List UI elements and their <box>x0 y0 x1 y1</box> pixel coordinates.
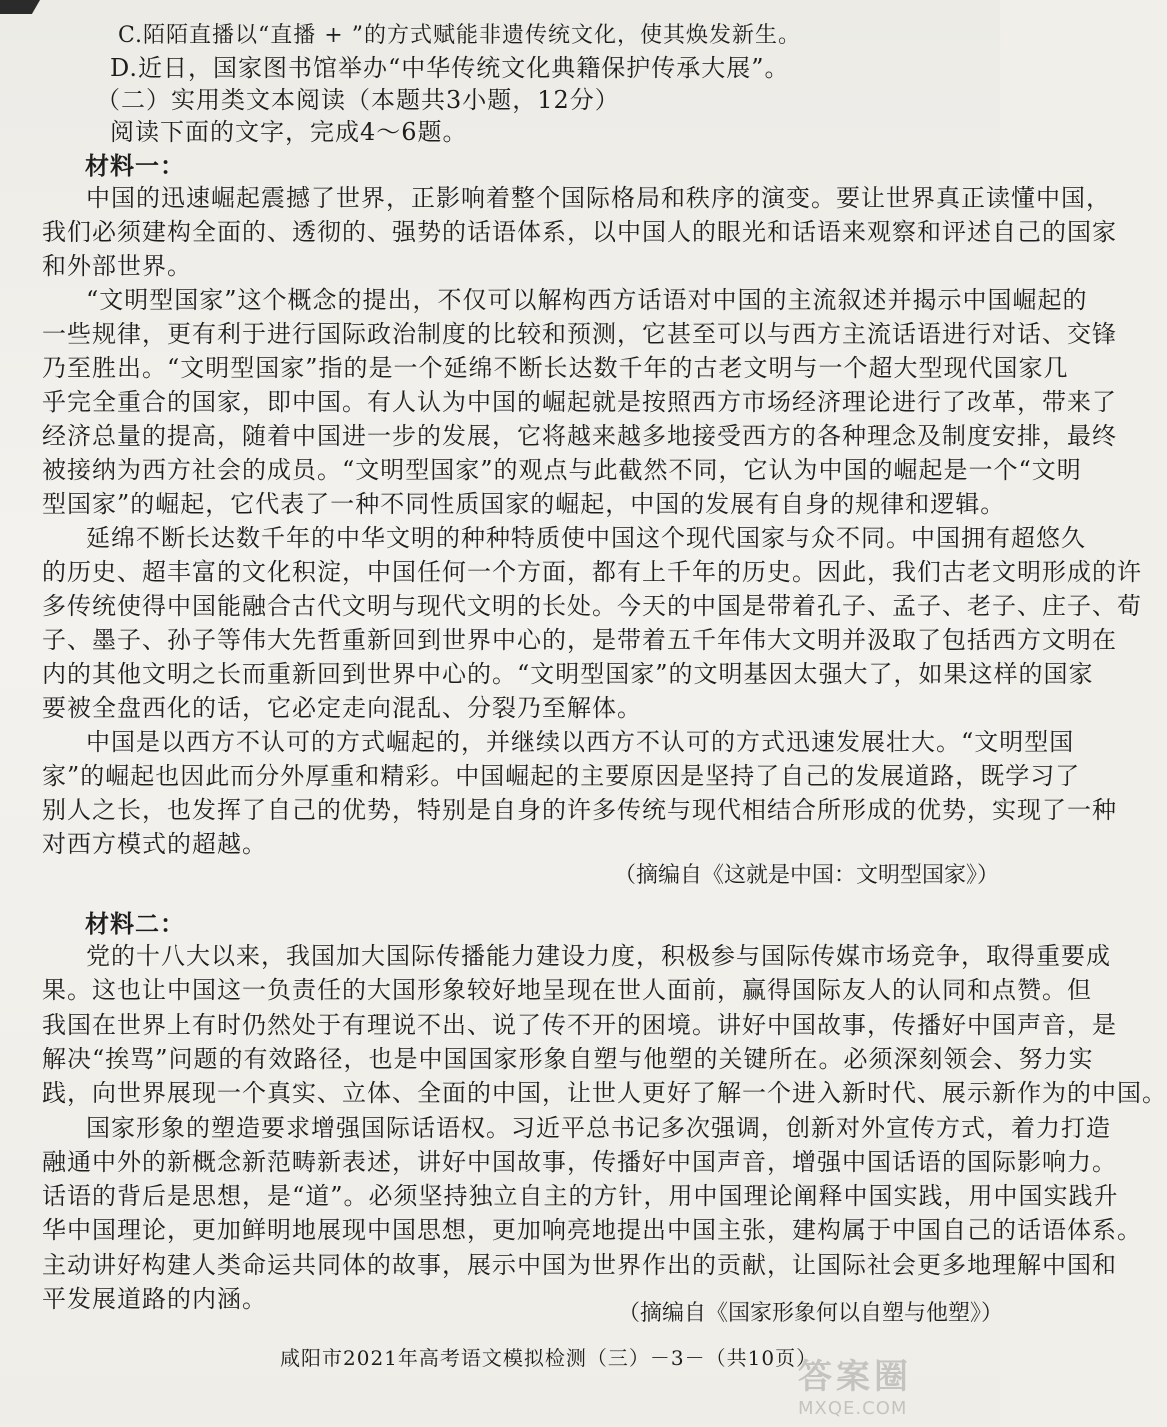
watermark-bottom: MXQE.COM <box>798 1398 908 1419</box>
option-c: C.陌陌直播以“直播 + ”的方式赋能非遗传统文化，使其焕发新生。 <box>118 23 801 48</box>
material1-line: 内的其他文明之长而重新回到世界中心的。“文明型国家”的文明基因太强大了，如果这样的国家 <box>42 660 1094 688</box>
option-d: D.近日，国家图书馆举办“中华传统文化典籍保护传承大展”。 <box>110 54 790 82</box>
material1-line: 中国是以西方不认可的方式崛起的，并继续以西方不认可的方式迅速发展壮大。“文明型国 <box>86 728 1075 756</box>
material1-line: 要被全盘西化的话，它必定走向混乱、分裂乃至解体。 <box>42 694 642 722</box>
material1-line: 乎完全重合的国家，即中国。有人认为中国的崛起就是按照西方市场经济理论进行了改革，带来了 <box>42 388 1117 416</box>
material1-line: 对西方模式的超越。 <box>42 830 267 858</box>
material1-line: 延绵不断长达数千年的中华文明的种种特质使中国这个现代国家与众不同。中国拥有超悠久 <box>86 524 1086 552</box>
material1-line: 被接纳为西方社会的成员。“文明型国家”的观点与此截然不同，它认为中国的崛起是一个“文明 <box>42 456 1082 484</box>
material2-label: 材料二： <box>85 909 185 938</box>
instruction: 阅读下面的文字，完成4～6题。 <box>110 118 468 146</box>
material1-line: 多传统使得中国能融合古代文明与现代文明的长处。今天的中国是带着孔子、孟子、老子、庄子、荀 <box>42 592 1142 620</box>
material1-line: 乃至胜出。“文明型国家”指的是一个延绵不断长达数千年的古老文明与一个超大型现代国家几 <box>42 354 1069 382</box>
section-title: （二）实用类文本阅读（本题共3小题，12分） <box>96 86 620 114</box>
material1-line: 子、墨子、孙子等伟大先哲重新回到世界中心的，是带着五千年伟大文明并汲取了包括西方文明在 <box>42 626 1117 654</box>
watermark-top: 答案圈 <box>798 1357 912 1397</box>
material1-line: 型国家”的崛起，它代表了一种不同性质国家的崛起，中国的发展有自身的规律和逻辑。 <box>42 490 1006 518</box>
material1-line: 的历史、超丰富的文化积淀，中国任何一个方面，都有上千年的历史。因此，我们古老文明形成的许 <box>42 558 1142 586</box>
material2-line: 华中国理论，更加鲜明地展现中国思想，更加响亮地提出中国主张，建构属于中国自己的话语体系。 <box>42 1216 1142 1245</box>
material1-line: 我们必须建构全面的、透彻的、强势的话语体系，以中国人的眼光和话语来观察和评述自己的国家 <box>42 218 1117 246</box>
material2-line: 国家形象的塑造要求增强国际话语权。习近平总书记多次强调，创新对外宣传方式，着力打造 <box>86 1113 1111 1142</box>
material1-line: 家”的崛起也因此而分外厚重和精彩。中国崛起的主要原因是坚持了自己的发展道路，既学习了 <box>42 762 1081 790</box>
material1-line: 中国的迅速崛起震撼了世界，正影响着整个国际格局和秩序的演变。要让世界真正读懂中国， <box>86 184 1111 212</box>
watermark-logo <box>798 1349 988 1419</box>
material2-line: 践，向世界展现一个真实、立体、全面的中国，让世人更好了解一个进入新时代、展示新作为的中国。 <box>42 1079 1167 1108</box>
material2-source: （摘编自《国家形象何以自塑与他塑》） <box>618 1301 1004 1326</box>
material1-line: “文明型国家”这个概念的提出，不仅可以解构西方话语对中国的主流叙述并揭示中国崛起的 <box>86 286 1088 314</box>
material2-line: 果。这也让中国这一负责任的大国形象较好地呈现在世人面前，赢得国际友人的认同和点赞。但 <box>42 976 1092 1005</box>
material1-line: 别人之长，也发挥了自己的优势，特别是自身的许多传统与现代相结合所形成的优势，实现了一种 <box>42 796 1117 824</box>
material1-source: （摘编自《这就是中国：文明型国家》） <box>614 863 1000 888</box>
corner-mark <box>0 0 40 14</box>
material2-line: 我国在世界上有时仍然处于有理说不出、说了传不开的困境。讲好中国故事，传播好中国声音，是 <box>42 1010 1117 1039</box>
material1-line: 经济总量的提高，随着中国进一步的发展，它将越来越多地接受西方的各种理念及制度安排，最终 <box>42 422 1117 450</box>
page-footer: 咸阳市2021年高考语文模拟检测（三）－3－（共10页） <box>280 1346 818 1370</box>
material2-line: 平发展道路的内涵。 <box>42 1285 267 1313</box>
material1-line: 一些规律，更有利于进行国际政治制度的比较和预测，它甚至可以与西方主流话语进行对话、交锋 <box>42 320 1117 348</box>
material1-label: 材料一： <box>85 151 185 180</box>
material2-line: 话语的背后是思想，是“道”。必须坚持独立自主的方针，用中国理论阐释中国实践，用中国实践升 <box>42 1182 1119 1211</box>
material2-line: 主动讲好构建人类命运共同体的故事，展示中国为世界作出的贡献，让国际社会更多地理解中国和 <box>42 1250 1117 1279</box>
material2-line: 党的十八大以来，我国加大国际传播能力建设力度，积极参与国际传媒市场竞争，取得重要成 <box>86 942 1111 970</box>
material2-line: 融通中外的新概念新范畴新表述，讲好中国故事，传播好中国声音，增强中国话语的国际影响力。 <box>42 1147 1117 1176</box>
material2-line: 解决“挨骂”问题的有效路径，也是中国国家形象自塑与他塑的关键所在。必须深刻领会、努力实 <box>42 1044 1094 1073</box>
material1-line: 和外部世界。 <box>42 252 192 280</box>
